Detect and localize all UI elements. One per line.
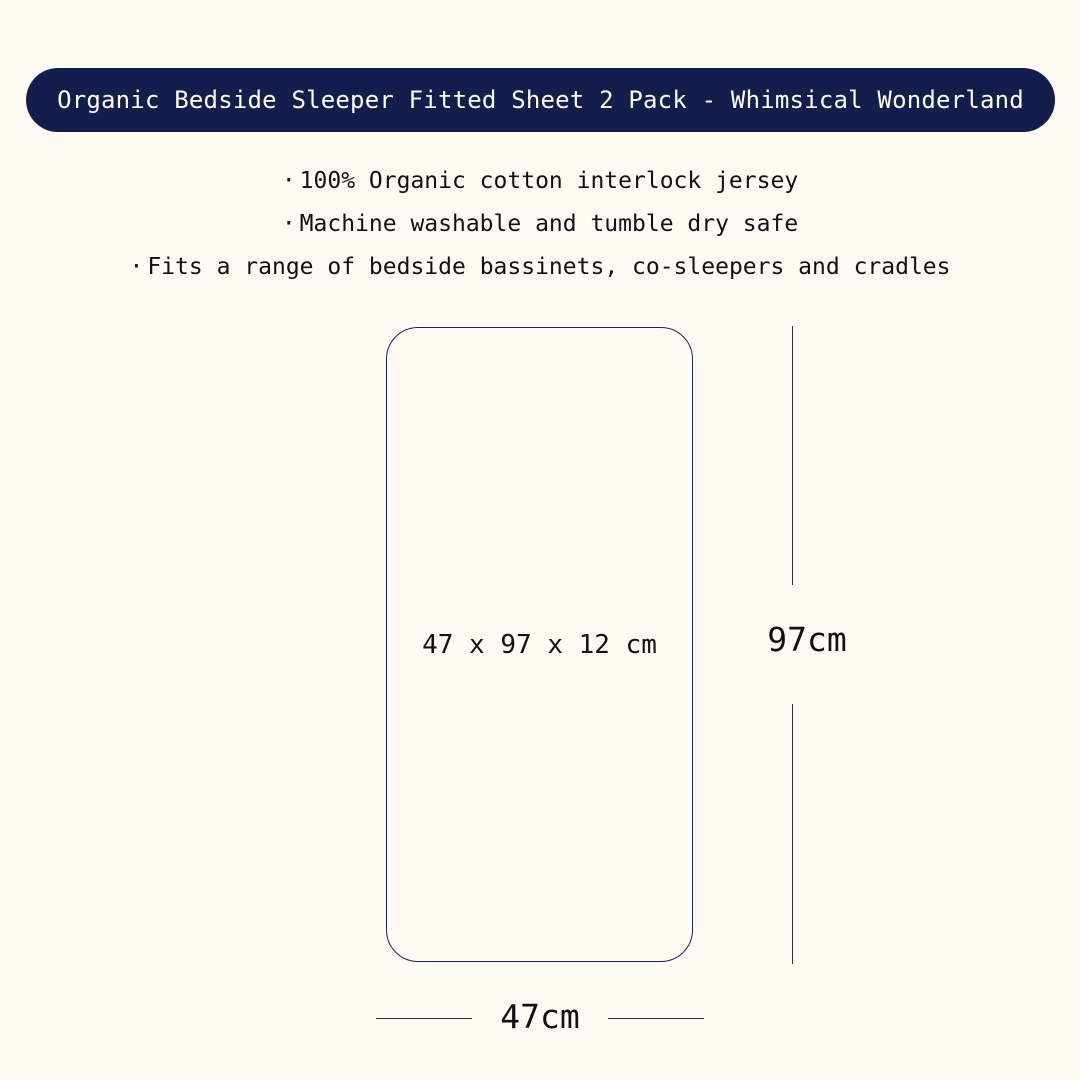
feature-item (0, 246, 1080, 289)
sheet-dimensions-label: 47 x 97 x 12 cm (422, 629, 657, 660)
feature-item (0, 203, 1080, 246)
feature-list (0, 160, 1080, 289)
bullet-icon: · (281, 211, 296, 237)
feature-item (0, 160, 1080, 203)
feature-text: 100% Organic cotton interlock jersey (299, 168, 799, 194)
width-dimension-line-right (608, 1018, 704, 1019)
height-dimension-line-bottom (792, 704, 793, 964)
title-banner (26, 68, 1055, 132)
width-label: 47cm (500, 997, 580, 1036)
feature-text: Fits a range of bedside bassinets, co-sleepers and cradles (147, 254, 951, 280)
product-title: Organic Bedside Sleeper Fitted Sheet 2 Pack - Whimsical Wonderland (57, 86, 1024, 114)
sheet-outline (386, 327, 693, 962)
bullet-icon: · (129, 254, 144, 280)
bullet-icon: · (281, 168, 296, 194)
height-label: 97cm (767, 620, 847, 659)
feature-text: Machine washable and tumble dry safe (299, 211, 799, 237)
height-dimension-line-top (792, 326, 793, 585)
width-dimension-line-left (376, 1018, 472, 1019)
